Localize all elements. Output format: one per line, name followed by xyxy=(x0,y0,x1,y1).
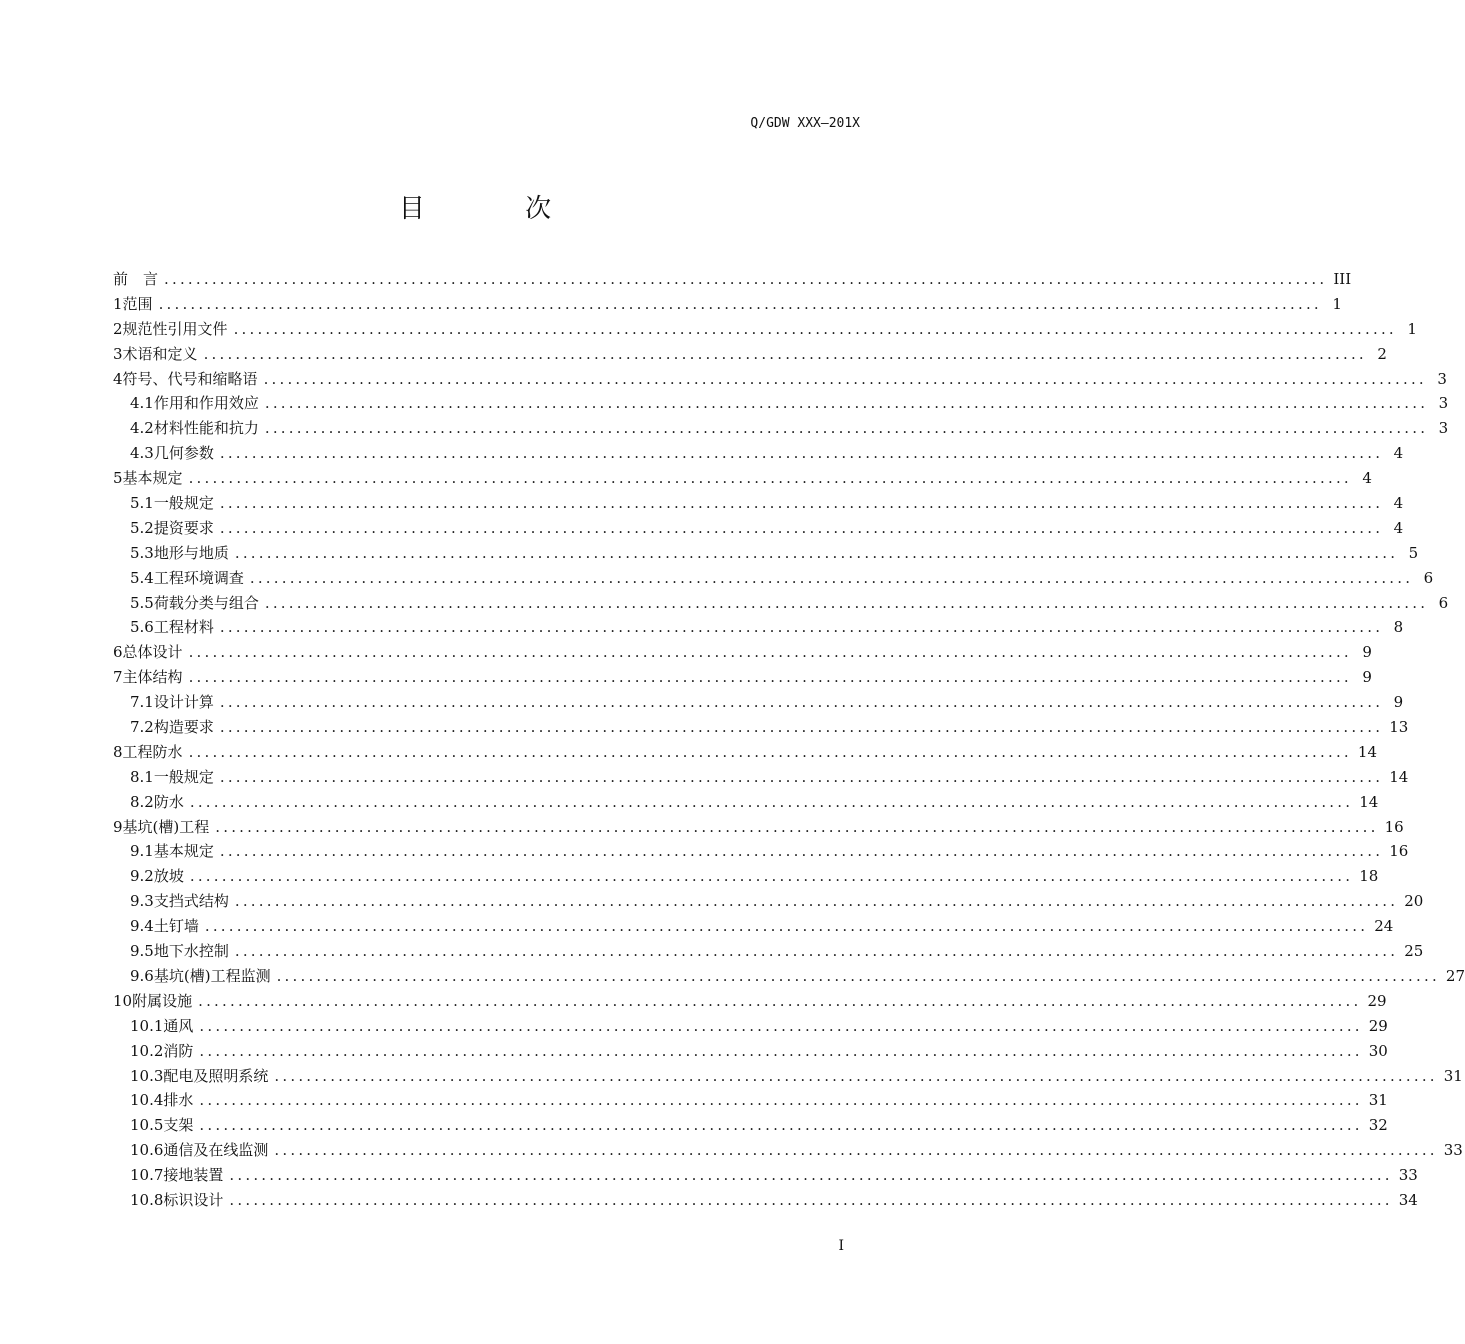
toc-entry[interactable] xyxy=(113,441,1404,466)
toc-entry-number: 8 xyxy=(113,742,123,761)
toc-entry-title: 一般规定 xyxy=(153,494,214,513)
toc-entry[interactable] xyxy=(113,839,1409,864)
toc-leader-dots xyxy=(220,765,1383,790)
toc-entry-page: 9 xyxy=(1362,643,1372,662)
toc-entry-title: 附属设施 xyxy=(132,991,193,1010)
toc-leader-dots xyxy=(220,491,1383,516)
toc-leader-dots xyxy=(277,964,1440,989)
toc-entry-page: 1 xyxy=(1407,319,1417,338)
toc-leader-dots xyxy=(189,640,1352,665)
toc-entry-title: 范围 xyxy=(122,294,153,313)
toc-entry-page: 14 xyxy=(1359,792,1379,811)
toc-entry-number: 10.2 xyxy=(130,1041,164,1060)
toc-entry-title: 一般规定 xyxy=(153,767,214,786)
toc-entry[interactable] xyxy=(113,989,1387,1014)
toc-entry[interactable] xyxy=(113,1064,1463,1089)
toc-entry-number: 5.5 xyxy=(130,593,154,612)
toc-entry[interactable] xyxy=(113,267,1352,292)
toc-entry-title: 基坑(槽)工程 xyxy=(122,817,210,836)
toc-entry-title: 工程环境调查 xyxy=(153,568,244,587)
toc-entry-page: 3 xyxy=(1437,369,1447,388)
document-code: Q/GDW XXX—201X xyxy=(750,116,860,131)
toc-entry-title: 基坑(槽)工程监测 xyxy=(153,966,271,985)
toc-entry-number: 8.1 xyxy=(130,767,154,786)
toc-entry[interactable] xyxy=(113,889,1424,914)
toc-entry-number: 10.5 xyxy=(130,1116,164,1135)
toc-entry-number: 2 xyxy=(113,319,123,338)
toc-entry-number: 5.6 xyxy=(130,618,154,637)
toc-leader-dots xyxy=(220,839,1383,864)
toc-entry-page: 14 xyxy=(1389,767,1409,786)
toc-leader-dots xyxy=(204,342,1367,367)
toc-entry[interactable] xyxy=(113,1088,1388,1113)
toc-entry[interactable] xyxy=(113,1113,1388,1138)
toc-entry-number: 4.2 xyxy=(130,419,154,438)
toc-leader-dots xyxy=(190,790,1353,815)
toc-leader-dots xyxy=(235,939,1398,964)
toc-leader-dots xyxy=(264,367,1427,392)
toc-entry[interactable] xyxy=(113,914,1394,939)
toc-entry-title: 前 言 xyxy=(113,270,159,288)
toc-entry-page: 9 xyxy=(1393,693,1404,712)
toc-entry-page: 33 xyxy=(1443,1141,1463,1160)
toc-entry-page: 4 xyxy=(1393,444,1404,463)
toc-entry-number: 5.4 xyxy=(130,568,154,587)
toc-entry-number: 4 xyxy=(113,369,123,388)
toc-entry-number: 5.3 xyxy=(130,543,154,562)
toc-entry[interactable] xyxy=(113,615,1404,640)
toc-entry[interactable] xyxy=(113,516,1404,541)
toc-entry[interactable] xyxy=(113,640,1372,665)
toc-entry-title: 防水 xyxy=(153,792,184,811)
toc-entry[interactable] xyxy=(113,342,1387,367)
toc-entry-number: 10.3 xyxy=(130,1066,164,1085)
toc-entry-number: 8.2 xyxy=(130,792,154,811)
toc-entry-title: 排水 xyxy=(163,1091,194,1110)
toc-leader-dots xyxy=(274,1138,1437,1163)
toc-entry-title: 支挡式结构 xyxy=(153,892,229,911)
toc-entry-number: 10.8 xyxy=(130,1190,164,1209)
toc-entry-page: 31 xyxy=(1443,1066,1463,1085)
toc-entry-title: 作用和作用效应 xyxy=(153,394,259,413)
toc-entry-number: 9.3 xyxy=(130,892,154,911)
toc-entry-title: 通风 xyxy=(163,1016,194,1035)
toc-entry[interactable] xyxy=(113,765,1409,790)
toc-entry-page: 31 xyxy=(1368,1091,1388,1110)
toc-entry[interactable] xyxy=(113,939,1424,964)
toc-entry-title: 主体结构 xyxy=(122,668,183,687)
toc-entry-page: 29 xyxy=(1367,991,1387,1010)
toc-entry-title: 工程防水 xyxy=(122,742,183,761)
toc-entry-number: 5.1 xyxy=(130,494,154,513)
toc-entry[interactable] xyxy=(113,964,1465,989)
toc-leader-dots xyxy=(274,1064,1437,1089)
toc-leader-dots xyxy=(234,317,1397,342)
toc-leader-dots xyxy=(220,690,1383,715)
toc-entry-page: 20 xyxy=(1404,892,1424,911)
toc-entry-title: 基本规定 xyxy=(122,469,183,488)
toc-entry-page: 6 xyxy=(1438,593,1449,612)
toc-entry[interactable] xyxy=(113,815,1404,840)
toc-entry-number: 7 xyxy=(113,668,123,687)
toc-entry[interactable] xyxy=(113,790,1379,815)
toc-entry-number: 3 xyxy=(113,344,123,363)
toc-leader-dots xyxy=(220,715,1383,740)
toc-entry-page: 27 xyxy=(1445,966,1465,985)
toc-entry-title: 构造要求 xyxy=(153,718,214,737)
toc-entry-number: 10.1 xyxy=(130,1016,164,1035)
toc-entry[interactable] xyxy=(113,1163,1418,1188)
toc-leader-dots xyxy=(190,864,1353,889)
toc-leader-dots xyxy=(189,740,1352,765)
toc-entry-number: 9.6 xyxy=(130,966,154,985)
table-of-contents xyxy=(113,267,1465,1213)
toc-entry-title: 地形与地质 xyxy=(153,543,229,562)
toc-entry-page: 24 xyxy=(1374,917,1394,936)
toc-entry[interactable] xyxy=(113,864,1379,889)
toc-entry[interactable] xyxy=(113,740,1377,765)
toc-entry-page: III xyxy=(1333,270,1352,288)
toc-entry[interactable] xyxy=(113,466,1372,491)
toc-leader-dots xyxy=(199,1039,1362,1064)
toc-entry-title: 术语和定义 xyxy=(122,344,198,363)
toc-entry-page: 13 xyxy=(1389,718,1409,737)
toc-leader-dots xyxy=(265,391,1428,416)
toc-entry-page: 33 xyxy=(1398,1166,1418,1185)
toc-entry-number: 9.5 xyxy=(130,942,154,961)
toc-entry-page: 4 xyxy=(1393,494,1404,513)
toc-entry-page: 32 xyxy=(1368,1116,1388,1135)
toc-entry-title: 荷载分类与组合 xyxy=(153,593,259,612)
toc-entry-title: 放坡 xyxy=(153,867,184,886)
toc-entry-number: 7.2 xyxy=(130,718,154,737)
toc-entry-title: 基本规定 xyxy=(153,842,214,861)
toc-entry-title: 接地装置 xyxy=(163,1166,224,1185)
toc-entry-page: 3 xyxy=(1438,394,1449,413)
toc-entry-title: 提资要求 xyxy=(153,518,214,537)
toc-leader-dots xyxy=(189,665,1352,690)
toc-entry[interactable] xyxy=(113,1138,1463,1163)
toc-entry-number: 4.3 xyxy=(130,444,154,463)
toc-entry[interactable] xyxy=(113,665,1372,690)
toc-entry[interactable] xyxy=(113,491,1404,516)
toc-entry-number: 10.6 xyxy=(130,1141,164,1160)
toc-entry-page: 25 xyxy=(1404,942,1424,961)
toc-entry[interactable] xyxy=(113,416,1449,441)
toc-leader-dots xyxy=(235,541,1398,566)
toc-leader-dots xyxy=(220,615,1383,640)
toc-entry-number: 1 xyxy=(113,294,123,313)
toc-entry-page: 29 xyxy=(1368,1016,1388,1035)
toc-entry-page: 30 xyxy=(1368,1041,1388,1060)
toc-leader-dots xyxy=(229,1188,1392,1213)
toc-entry[interactable] xyxy=(113,591,1449,616)
toc-entry-number: 9 xyxy=(113,817,123,836)
toc-entry-number: 9.2 xyxy=(130,867,154,886)
toc-entry[interactable] xyxy=(113,292,1342,317)
toc-entry[interactable] xyxy=(113,367,1447,392)
toc-entry-title: 总体设计 xyxy=(122,643,183,662)
toc-entry[interactable] xyxy=(113,1014,1388,1039)
toc-entry-number: 10.7 xyxy=(130,1166,164,1185)
toc-leader-dots xyxy=(235,889,1398,914)
page-title: 目 次 xyxy=(398,194,598,224)
toc-entry-number: 6 xyxy=(113,643,123,662)
toc-leader-dots xyxy=(265,591,1428,616)
toc-entry-page: 34 xyxy=(1398,1190,1418,1209)
toc-entry-page: 14 xyxy=(1357,742,1377,761)
toc-entry-page: 18 xyxy=(1359,867,1379,886)
toc-leader-dots xyxy=(265,416,1428,441)
toc-entry-title: 标识设计 xyxy=(163,1190,224,1209)
toc-leader-dots xyxy=(199,1088,1362,1113)
toc-entry-title: 消防 xyxy=(163,1041,194,1060)
toc-entry-title: 通信及在线监测 xyxy=(163,1141,269,1160)
toc-entry-number: 9.1 xyxy=(130,842,154,861)
toc-entry-page: 4 xyxy=(1362,469,1372,488)
toc-leader-dots xyxy=(159,292,1322,317)
toc-entry[interactable] xyxy=(113,715,1409,740)
toc-entry[interactable] xyxy=(113,1188,1418,1213)
toc-entry[interactable] xyxy=(113,566,1434,591)
toc-entry-page: 5 xyxy=(1408,543,1419,562)
toc-entry-title: 材料性能和抗力 xyxy=(153,419,259,438)
toc-leader-dots xyxy=(250,566,1413,591)
toc-leader-dots xyxy=(220,516,1383,541)
toc-entry[interactable] xyxy=(113,391,1449,416)
toc-entry-title: 工程材料 xyxy=(153,618,214,637)
toc-entry-number: 5.2 xyxy=(130,518,154,537)
toc-entry-title: 设计计算 xyxy=(153,693,214,712)
toc-entry-page: 3 xyxy=(1438,419,1449,438)
toc-entry-page: 1 xyxy=(1332,294,1342,313)
toc-entry-number: 7.1 xyxy=(130,693,154,712)
toc-entry-title: 土钉墙 xyxy=(153,917,199,936)
toc-leader-dots xyxy=(220,441,1383,466)
toc-leader-dots xyxy=(199,1014,1362,1039)
toc-entry[interactable] xyxy=(113,1039,1388,1064)
toc-leader-dots xyxy=(199,1113,1362,1138)
toc-entry-page: 8 xyxy=(1393,618,1404,637)
toc-entry-page: 9 xyxy=(1362,668,1372,687)
page-number: I xyxy=(838,1238,844,1254)
toc-leader-dots xyxy=(198,989,1361,1014)
toc-entry-title: 地下水控制 xyxy=(153,942,229,961)
toc-entry-title: 支架 xyxy=(163,1116,194,1135)
toc-entry-title: 几何参数 xyxy=(153,444,214,463)
toc-entry[interactable] xyxy=(113,317,1417,342)
toc-entry-title: 规范性引用文件 xyxy=(122,319,228,338)
toc-leader-dots xyxy=(229,1163,1392,1188)
toc-leader-dots xyxy=(215,815,1378,840)
toc-entry-page: 4 xyxy=(1393,518,1404,537)
toc-entry-number: 5 xyxy=(113,469,123,488)
toc-entry-number: 10.4 xyxy=(130,1091,164,1110)
toc-entry[interactable] xyxy=(113,541,1419,566)
toc-entry-title: 配电及照明系统 xyxy=(163,1066,269,1085)
toc-leader-dots xyxy=(189,466,1352,491)
toc-entry-number: 9.4 xyxy=(130,917,154,936)
toc-entry-page: 16 xyxy=(1389,842,1409,861)
toc-entry-page: 16 xyxy=(1384,817,1404,836)
toc-entry-number: 4.1 xyxy=(130,394,154,413)
toc-entry-page: 6 xyxy=(1423,568,1434,587)
toc-entry-page: 2 xyxy=(1377,344,1387,363)
toc-entry-title: 符号、代号和缩略语 xyxy=(122,369,258,388)
toc-leader-dots xyxy=(164,267,1327,292)
toc-entry[interactable] xyxy=(113,690,1404,715)
toc-leader-dots xyxy=(205,914,1368,939)
toc-entry-number: 10 xyxy=(113,991,133,1010)
